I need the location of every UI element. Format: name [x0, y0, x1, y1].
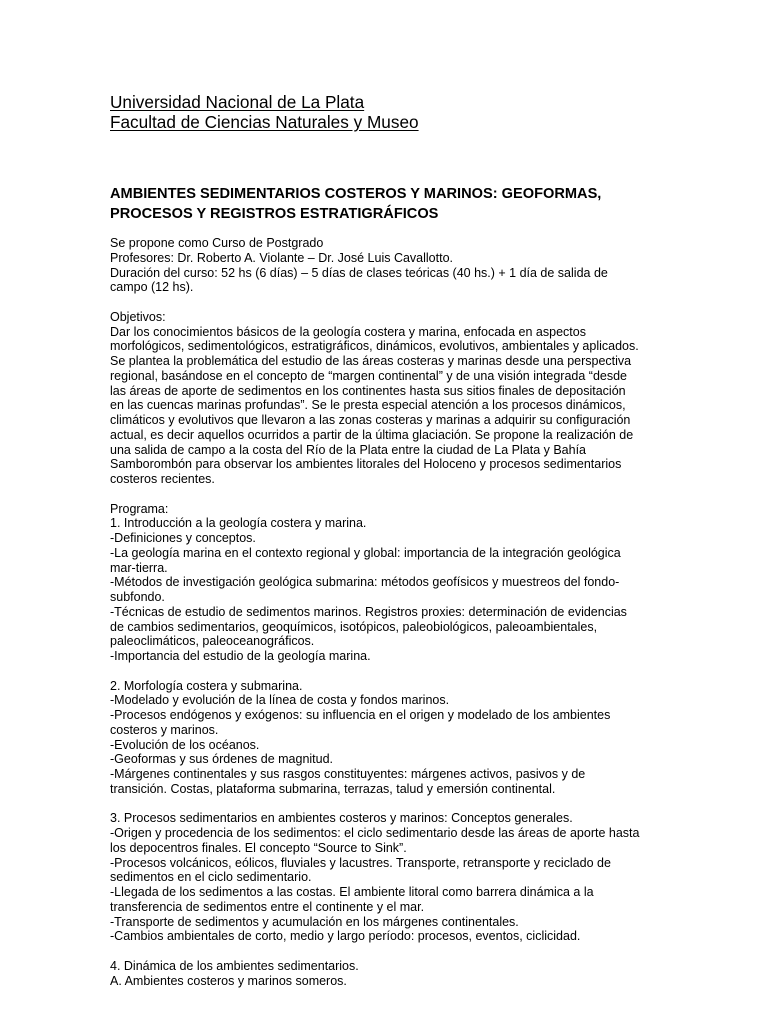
- objetivos-line: una salida de campo a la costa del Río de la Plata entre la ciudad de La Plata y Bahía: [110, 442, 587, 457]
- programa-unit-2: [110, 679, 670, 797]
- unit-3-line: -Transporte de sedimentos y acumulación en los márgenes continentales.: [110, 914, 519, 929]
- document-body: [110, 236, 670, 988]
- unit-1-line: -Importancia del estudio de la geología marina.: [110, 649, 371, 663]
- paragraph-gap: [110, 295, 670, 310]
- programa-heading: Programa:: [110, 501, 169, 516]
- unit-2-line: costeros y marinos.: [110, 722, 219, 737]
- objetivos-line: costeros recientes.: [110, 472, 215, 486]
- unit-2-line: -Procesos endógenos y exógenos: su influencia en el origen y modelado de los ambientes: [110, 708, 611, 722]
- paragraph-gap: [110, 664, 670, 679]
- objetivos-heading: Objetivos:: [110, 309, 166, 324]
- course-title: [110, 184, 670, 224]
- objetivos-section: [110, 310, 670, 487]
- unit-1-line: -Técnicas de estudio de sedimentos marinos. Registros proxies: determinación de evidencias: [110, 604, 627, 619]
- course-info-line: Se propone como Curso de Postgrado: [110, 236, 324, 250]
- objetivos-line: Dar los conocimientos básicos de la geología costera y marina, enfocada en aspectos: [110, 324, 586, 339]
- objetivos-line: en las cuencas marinas profundas”. Se le presta especial atención a los procesos dinámicos,: [110, 398, 626, 413]
- unit-3-line: sedimentos en el ciclo sedimentario.: [110, 870, 312, 885]
- unit-3-line: -Origen y procedencia de los sedimentos: el ciclo sedimentario desde las áreas de aporte hasta: [110, 826, 640, 840]
- unit-1-line: subfondo.: [110, 590, 165, 604]
- paragraph-gap: [110, 487, 670, 502]
- unit-4-title: 4. Dinámica de los ambientes sedimentarios.: [110, 958, 359, 973]
- objetivos-line: morfológicos, sedimentológicos, estratigráficos, dinámicos, evolutivos, ambientales y aplicados.: [110, 339, 639, 354]
- paragraph-gap: [110, 944, 670, 959]
- programa-section: [110, 502, 670, 989]
- objetivos-line: Samborombón para observar los ambientes litorales del Holoceno y procesos sedimentarios: [110, 457, 622, 472]
- university-name: Universidad Nacional de La Plata: [110, 92, 365, 112]
- unit-1-line: -La geología marina en el contexto regional y global: importancia de la integración geológica: [110, 545, 621, 560]
- course-info-line: Profesores: Dr. Roberto A. Violante – Dr. José Luis Cavallotto.: [110, 250, 453, 265]
- unit-2-title: 2. Morfología costera y submarina.: [110, 678, 303, 693]
- unit-1-title: 1. Introducción a la geología costera y marina.: [110, 516, 367, 531]
- unit-3-line: -Procesos volcánicos, eólicos, fluviales y lacustres. Transporte, retransporte y reciclado de: [110, 855, 611, 870]
- course-title-line-1: AMBIENTES SEDIMENTARIOS COSTEROS Y MARINOS: GEOFORMAS,: [110, 186, 602, 202]
- objetivos-line: las áreas de aporte de sedimentos en los continentes hasta sus sitios finales de depositación: [110, 383, 626, 398]
- unit-3-line: los depocentros finales. El concepto “Source to Sink”.: [110, 840, 407, 855]
- objetivos-line: climáticos y evolutivos que llevaron a las zonas costeras y marinas a adquirir su configuración: [110, 413, 631, 427]
- unit-3-line: -Cambios ambientales de corto, medio y largo período: procesos, eventos, ciclicidad.: [110, 929, 581, 944]
- course-title-line-2: PROCESOS Y REGISTROS ESTRATIGRÁFICOS: [110, 206, 439, 222]
- unit-3-line: -Llegada de los sedimentos a las costas. El ambiente litoral como barrera dinámica a la: [110, 885, 594, 899]
- course-info-line: campo (12 hs).: [110, 280, 194, 295]
- institution-header: [110, 92, 670, 132]
- unit-3-line: transferencia de sedimentos entre el continente y el mar.: [110, 899, 425, 914]
- unit-2-line: transición. Costas, plataforma submarina, terrazas, talud y emersión continental.: [110, 781, 556, 796]
- unit-2-line: -Márgenes continentales y sus rasgos constituyentes: márgenes activos, pasivos y de: [110, 767, 586, 781]
- unit-1-line: -Definiciones y conceptos.: [110, 531, 256, 545]
- programa-unit-3: [110, 811, 670, 944]
- objetivos-line: regional, basándose en el concepto de “margen continental” y de una visión integrada “desde: [110, 368, 628, 383]
- programa-unit-1: [110, 516, 670, 664]
- unit-1-line: paleoclimáticos, paleoceanográficos.: [110, 634, 315, 649]
- programa-unit-4: [110, 959, 670, 989]
- objetivos-line: Se plantea la problemática del estudio de las áreas costeras y marinas desde una perspectiva: [110, 354, 632, 368]
- unit-1-line: -Métodos de investigación geológica submarina: métodos geofísicos y muestreos del fondo-: [110, 575, 620, 590]
- course-info: [110, 236, 670, 295]
- unit-4-line: A. Ambientes costeros y marinos someros.: [110, 973, 347, 988]
- course-info-line: Duración del curso: 52 hs (6 días) – 5 días de clases teóricas (40 hs.) + 1 día de salida de: [110, 265, 608, 280]
- objetivos-line: actual, es decir aquellos ocurridos a partir de la última glaciación. Se propone la realización de: [110, 427, 634, 442]
- unit-2-line: -Geoformas y sus órdenes de magnitud.: [110, 752, 334, 767]
- unit-3-title: 3. Procesos sedimentarios en ambientes costeros y marinos: Conceptos generales.: [110, 811, 573, 826]
- paragraph-gap: [110, 797, 670, 812]
- unit-1-line: mar-tierra.: [110, 560, 168, 575]
- unit-2-line: -Evolución de los océanos.: [110, 737, 260, 752]
- unit-2-line: -Modelado y evolución de la línea de costa y fondos marinos.: [110, 693, 450, 708]
- unit-1-line: de cambios sedimentarios, geoquímicos, isotópicos, paleobiológicos, paleoambientales,: [110, 619, 598, 634]
- faculty-name: Facultad de Ciencias Naturales y Museo: [110, 112, 419, 132]
